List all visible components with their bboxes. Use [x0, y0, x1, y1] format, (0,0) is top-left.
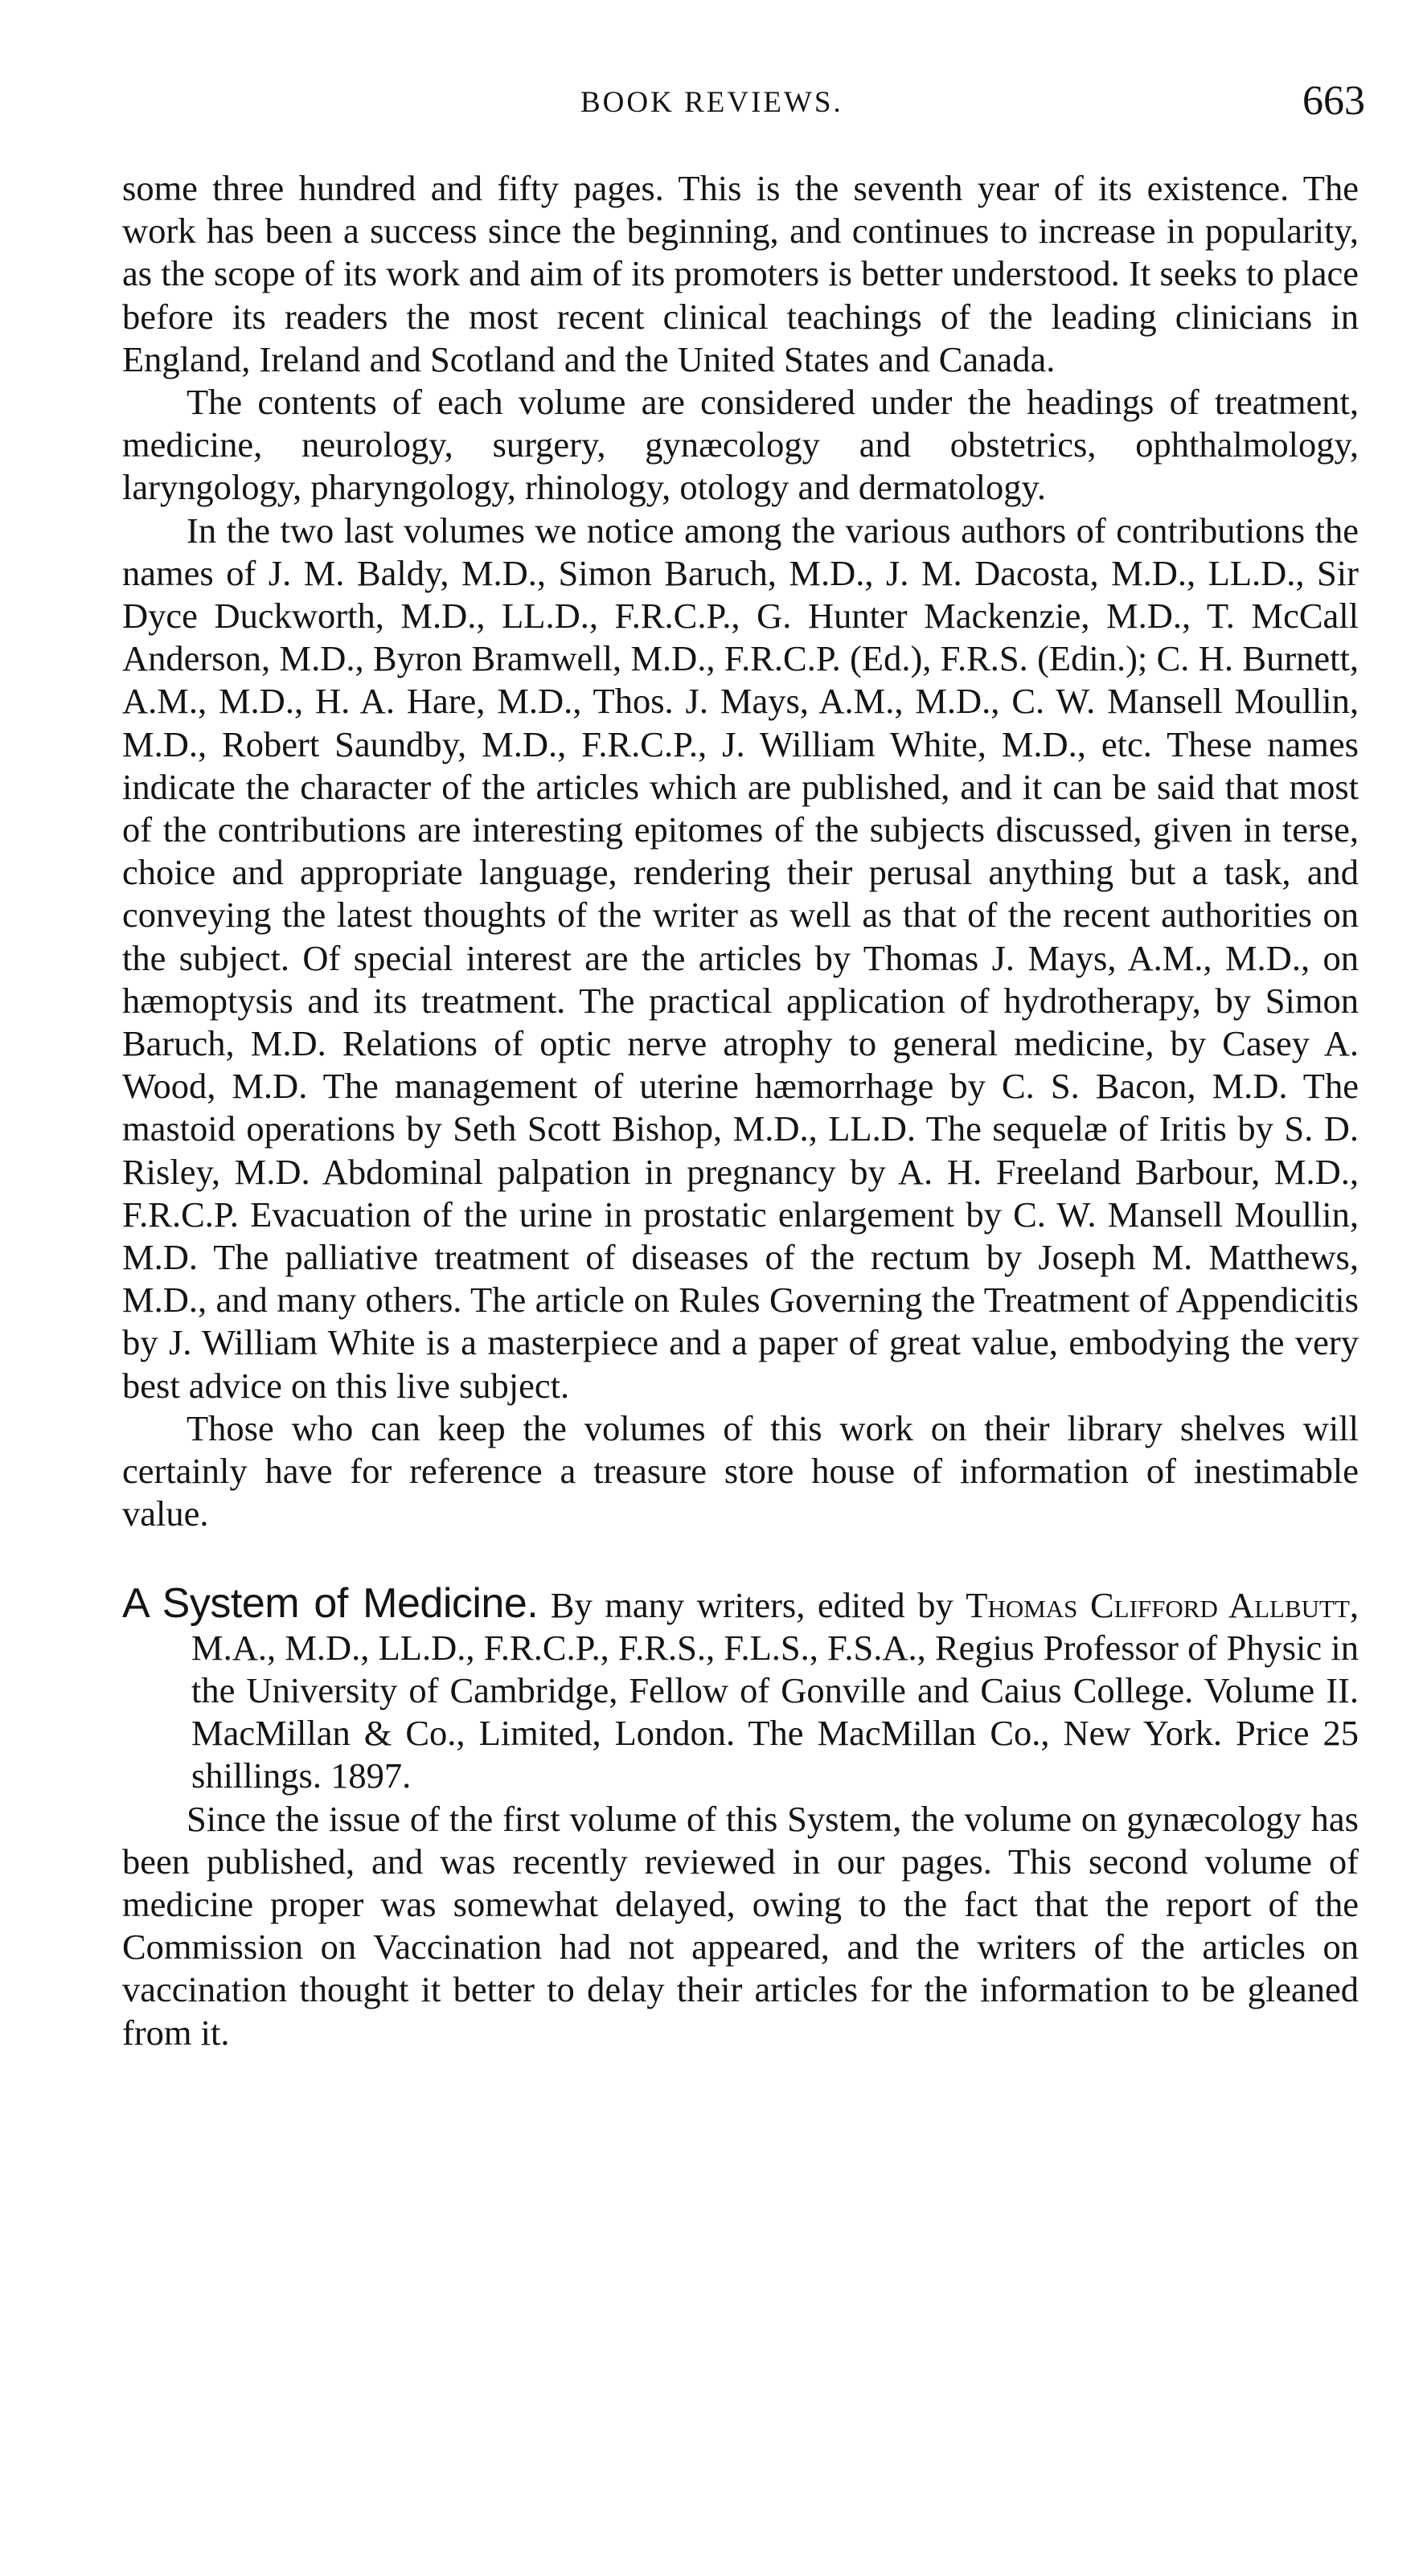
page-number: 663	[1302, 78, 1365, 124]
page-body	[122, 167, 1359, 2054]
book-review	[122, 1579, 1359, 2054]
citation-lead: By many writers, edited by	[550, 1584, 953, 1625]
body-paragraph: some three hundred and fifty pages. This is the seventh year of its existence. The work has been a success since the beginning, and continues to increase in popularity, as the scope of its work and aim of its promoters is better understood. It seeks to place before its readers the most recent clinical teachings of the leading clinicians in England, Ireland and Scotland and the United States and Canada.	[122, 168, 1359, 379]
editor-name: Thomas Clifford Allbutt,	[966, 1584, 1359, 1625]
page-header	[0, 74, 1423, 138]
body-paragraph: Since the issue of the first volume of this System, the volume on gynæcology has been published, and was recently reviewed in our pages. This second volume of medicine proper was somewhat delayed, owing to the fact that the report of the Commission on Vaccination had not appeared, and the writers of the articles on vaccination thought it better to delay their articles for the information to be gleaned from it.	[122, 1798, 1359, 2053]
review-continued	[122, 167, 1359, 1536]
review-citation	[122, 1579, 1359, 1798]
running-head: BOOK REVIEWS.	[580, 86, 843, 119]
body-paragraph: In the two last volumes we notice among the various authors of contributions the names of J. M. Baldy, M.D., Simon Baruch, M.D., J. M. Dacosta, M.D., LL.D., Sir Dyce Duckworth, M.D., LL.D., F.R.C.P., G. Hunter Mackenzie, M.D., T. McCall Anderson, M.D., Byron Bramwell, M.D., F.R.C.P. (Ed.), F.R.S. (Edin.); C. H. Burnett, A.M., M.D., H. A. Hare, M.D., Thos. J. Mays, A.M., M.D., C. W. Mansell Moullin, M.D., Robert Saundby, M.D., F.R.C.P., J. William White, M.D., etc. These names indicate the character of the articles which are published, and it can be said that most of the contributions are interesting epitomes of the subjects discussed, given in terse, choice and appropriate language, rendering their perusal anything but a task, and conveying the latest thoughts of the writer as well as that of the recent authorities on the subject. Of special interest are the articles by Thomas J. Mays, A.M., M.D., on hæmoptysis and its treatment. The practical application of hydrotherapy, by Simon Baruch, M.D. Relations of optic nerve atrophy to general medicine, by Casey A. Wood, M.D. The management of uterine hæmorrhage by C. S. Bacon, M.D. The mastoid operations by Seth Scott Bishop, M.D., LL.D. The sequelæ of Iritis by S. D. Risley, M.D. Abdominal palpation in pregnancy by A. H. Freeland Barbour, M.D., F.R.C.P. Evacuation of the urine in prostatic enlargement by C. W. Mansell Moullin, M.D. The palliative treatment of diseases of the rectum by Joseph M. Matthews, M.D., and many others. The article on Rules Governing the Treatment of Appendicitis by J. William White is a masterpiece and a paper of great value, embodying the very best advice on this live subject.	[122, 510, 1359, 1406]
citation-details: M.A., M.D., LL.D., F.R.C.P., F.R.S., F.L.S., F.S.A., Regius Professor of Physic in the University of Cambridge, Fellow of Gonville and Caius College. Volume II. MacMillan & Co., Limited, London. The MacMillan Co., New York. Price 25 shillings. 1897.	[191, 1627, 1359, 1796]
body-paragraph: Those who can keep the volumes of this work on their library shelves will certainly have for reference a treasure store house of information of inestimable value.	[122, 1407, 1359, 1534]
body-paragraph: The contents of each volume are considered under the headings of treatment, medicine, neurology, surgery, gynæcology and obstetrics, ophthalmology, laryngology, pharyngology, rhinology, otology and dermatology.	[122, 382, 1359, 508]
book-title: A System of Medicine.	[122, 1579, 539, 1627]
